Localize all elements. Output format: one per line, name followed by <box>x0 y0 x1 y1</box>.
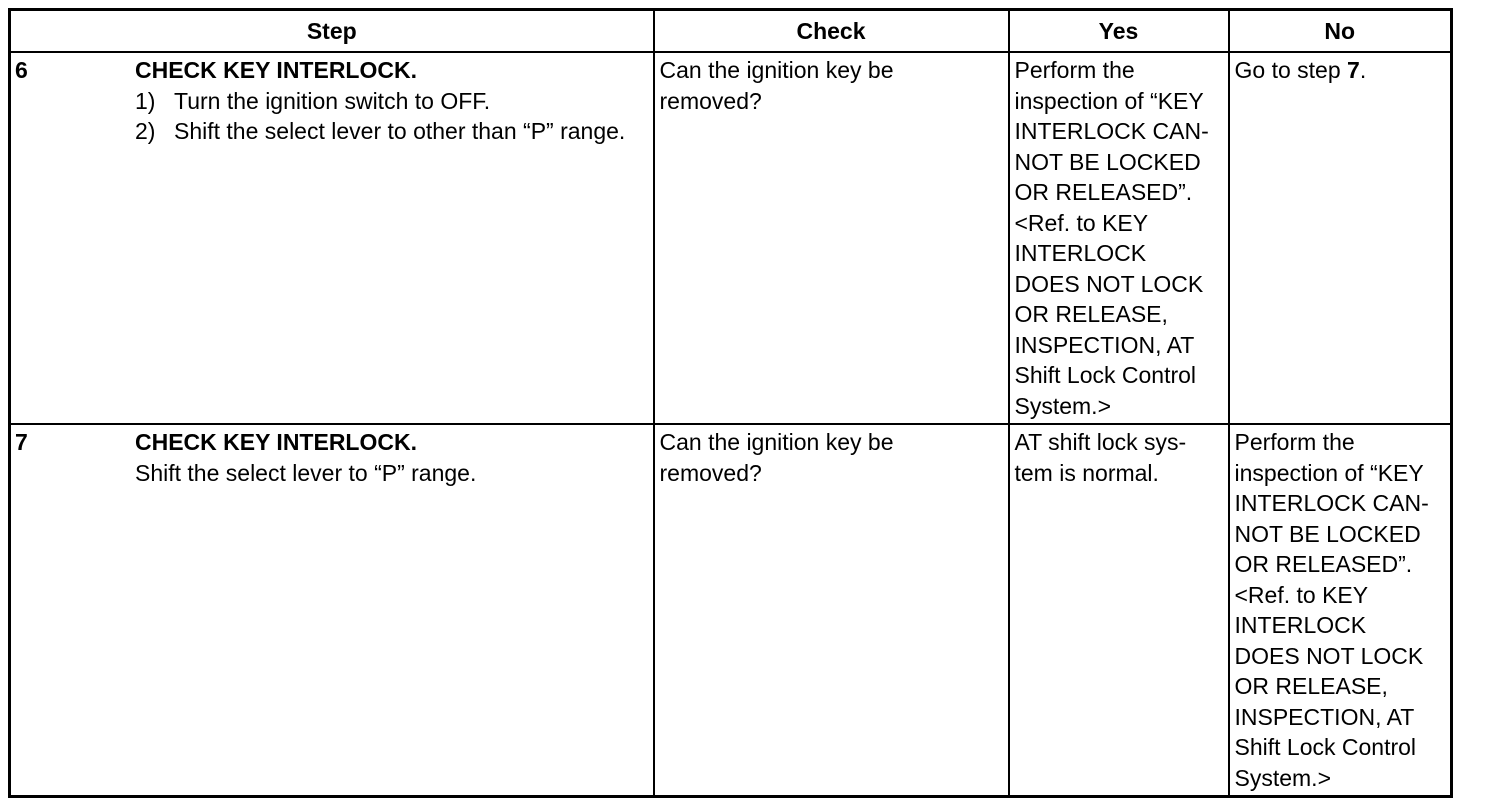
yes-cell <box>1009 52 1229 424</box>
yes-text: tem is normal. <box>1014 459 1159 486</box>
step-cell <box>10 424 654 796</box>
header-row <box>10 10 1452 53</box>
no-text: INTERLOCK CAN- <box>1234 490 1429 516</box>
instruction-number: 1) <box>135 87 156 114</box>
yes-text: <Ref. to KEY <box>1014 209 1149 236</box>
check-text: Can the ignition key be <box>659 429 894 455</box>
yes-text: AT shift lock sys- <box>1014 429 1187 455</box>
check-cell <box>654 52 1009 424</box>
no-text: Perform the <box>1234 429 1355 455</box>
instruction-text: Turn the ignition switch to OFF. <box>174 87 491 114</box>
yes-cell <box>1009 424 1229 796</box>
header-no: No <box>1229 10 1452 53</box>
yes-text: OR RELEASE, <box>1014 301 1168 327</box>
no-text: INSPECTION, AT <box>1234 703 1415 730</box>
yes-text: INSPECTION, AT <box>1014 331 1195 358</box>
diagnostic-table <box>8 8 1453 798</box>
yes-text: OR RELEASED”. <box>1014 179 1193 205</box>
yes-text: INTERLOCK CAN- <box>1014 118 1209 144</box>
step-number: 6 <box>15 57 28 83</box>
yes-text: DOES NOT LOCK <box>1014 270 1204 297</box>
yes-text: INTERLOCK <box>1014 240 1147 266</box>
yes-text: Perform the <box>1014 57 1135 83</box>
no-cell <box>1229 52 1452 424</box>
step-cell <box>10 52 654 424</box>
instruction-text: Shift the select lever to other than “P” range. <box>174 118 626 144</box>
no-text: inspection of “KEY <box>1234 459 1424 486</box>
no-text: INTERLOCK <box>1234 612 1367 638</box>
no-text: OR RELEASED”. <box>1234 551 1413 577</box>
table-row <box>10 52 1452 424</box>
table-row <box>10 424 1452 796</box>
yes-text: NOT BE LOCKED <box>1014 148 1201 175</box>
instruction-item <box>135 86 648 117</box>
check-text: Can the ignition key be <box>659 57 894 83</box>
no-text: System.> <box>1234 764 1332 791</box>
yes-text: Shift Lock Control <box>1014 362 1197 388</box>
check-text: removed? <box>659 87 762 114</box>
check-text: removed? <box>659 459 762 486</box>
no-text: NOT BE LOCKED <box>1234 520 1421 547</box>
no-text: <Ref. to KEY <box>1234 581 1369 608</box>
no-cell <box>1229 424 1452 796</box>
no-text-suffix: . <box>1359 57 1367 83</box>
header-check: Check <box>654 10 1009 53</box>
no-step-link[interactable]: 7 <box>1347 57 1360 83</box>
header-yes: Yes <box>1009 10 1229 53</box>
instruction-text: Shift the select lever to “P” range. <box>135 459 477 486</box>
step-title: CHECK KEY INTERLOCK. <box>135 57 417 83</box>
header-step: Step <box>10 10 654 53</box>
check-cell <box>654 424 1009 796</box>
no-text: OR RELEASE, <box>1234 673 1388 699</box>
no-text: Go to step <box>1234 57 1348 83</box>
instruction-number: 2) <box>135 118 156 144</box>
yes-text: System.> <box>1014 392 1112 419</box>
step-title: CHECK KEY INTERLOCK. <box>135 429 417 455</box>
no-text: Shift Lock Control <box>1234 734 1417 760</box>
no-text: DOES NOT LOCK <box>1234 642 1424 669</box>
instruction-item <box>135 116 648 147</box>
yes-text: inspection of “KEY <box>1014 87 1204 114</box>
step-number: 7 <box>15 429 28 455</box>
